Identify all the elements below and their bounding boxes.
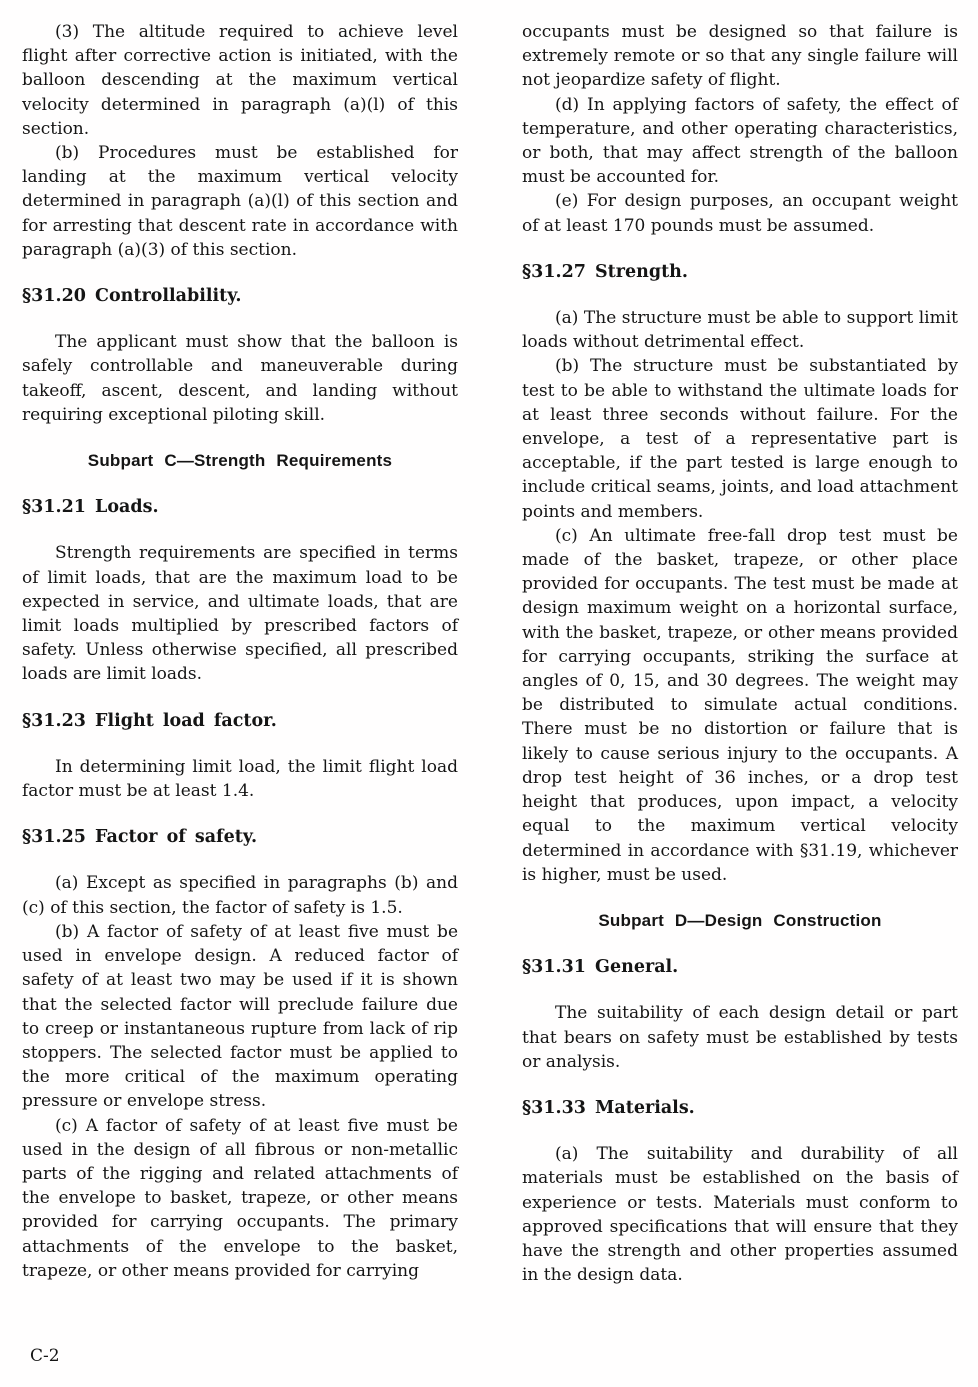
subpart-heading: Subpart D—Design Construction	[598, 910, 882, 930]
body-paragraph: (d) In applying factors of safety, the effect of temperature, and other operating characteristics, or both, that may affect strength of the balloon must be accounted for.	[522, 94, 958, 188]
body-paragraph: (3) The altitude required to achieve level flight after corrective action is initiated, with the balloon descending at the maximum vertical velocity determined in paragraph (a)(l) of this section.	[22, 22, 458, 139]
section-heading: §31.31 General.	[522, 957, 679, 978]
section-heading: §31.25 Factor of safety.	[22, 827, 258, 848]
page-number: C-2	[30, 1346, 60, 1366]
body-paragraph: In determining limit load, the limit flight load factor must be at least 1.4.	[22, 756, 458, 802]
right-column	[522, 20, 958, 1287]
body-paragraph: (b) A factor of safety of at least five must be used in envelope design. A reduced factor of safety of at least two may be used if it is shown that the selected factor will preclude failure due to creep or instantaneous rupture from lack of rip stoppers. The selected factor must be applied to the more critical of the maximum operating pressure or envelope stress.	[22, 921, 458, 1112]
body-paragraph: (c) A factor of safety of at least five must be used in the design of all fibrous or non-metallic parts of the rigging and related attachments of the envelope to basket, trapeze, or other means provided for carrying occupants. The primary attachments of the envelope to the basket, trapeze, or other means provided for carrying	[22, 1115, 458, 1281]
section-heading: §31.33 Materials.	[522, 1097, 695, 1118]
body-paragraph: (e) For design purposes, an occupant weight of at least 170 pounds must be assumed.	[522, 191, 958, 236]
section-heading: §31.23 Flight load factor.	[22, 710, 277, 731]
section-heading: §31.21 Loads.	[22, 497, 159, 518]
body-paragraph: The applicant must show that the balloon is safely controllable and maneuverable during takeoff, ascent, descent, and landing without requiring exceptional piloting skill.	[22, 332, 458, 425]
body-paragraph: Strength requirements are specified in terms of limit loads, that are the maximum load to be expected in service, and ultimate loads, that are limit loads multiplied by prescribed factors of safety. Unless otherwise specified, all prescribed loads are limit loads.	[22, 543, 458, 685]
left-column	[22, 20, 458, 1287]
body-paragraph: (a) The structure must be able to support limit loads without detrimental effect.	[522, 308, 958, 353]
body-paragraph: (a) Except as specified in paragraphs (b) and (c) of this section, the factor of safety is 1.5.	[22, 873, 458, 918]
body-paragraph: (c) An ultimate free-fall drop test must be made of the basket, trapeze, or other place provided for occupants. The test must be made at design maximum weight on a horizontal surface, with the basket, trapeze, or other means provided for carrying occupants, striking the surface at angles of 0, 15, and 30 degrees. The weight may be distributed to simulate actual conditions. There must be no distortion or failure that is likely to cause serious injury to the occupants. A drop test height of 36 inches, or a drop test height that produces, upon impact, a velocity equal to the maximum vertical velocity determined in accordance with §31.19, whichever is higher, must be used.	[522, 525, 958, 885]
two-column-text-area	[22, 20, 958, 1287]
body-paragraph: (b) Procedures must be established for landing at the maximum vertical velocity determined in paragraph (a)(l) of this section and for arresting that descent rate in accordance with paragraph (a)(3) of this section.	[22, 143, 458, 260]
section-heading: §31.20 Controllability.	[22, 286, 242, 307]
body-paragraph: The suitability of each design detail or part that bears on safety must be established by tests or analysis.	[522, 1003, 958, 1072]
section-heading: §31.27 Strength.	[522, 261, 688, 282]
body-paragraph: (b) The structure must be substantiated by test to be able to withstand the ultimate loads for at least three seconds without failure. For the envelope, a test of a representative part is acceptable, if the part tested is large enough to include critical seams, joints, and load attachment points and members.	[522, 356, 958, 522]
body-paragraph: occupants must be designed so that failure is extremely remote or so that any single failure will not jeopardize safety of flight.	[522, 22, 958, 91]
subpart-heading: Subpart C—Strength Requirements	[87, 451, 393, 471]
body-paragraph: (a) The suitability and durability of all materials must be established on the basis of experience or tests. Materials must conform to approved specifications that will ensure that they have the strength and other properties assumed in the design data.	[522, 1144, 958, 1286]
